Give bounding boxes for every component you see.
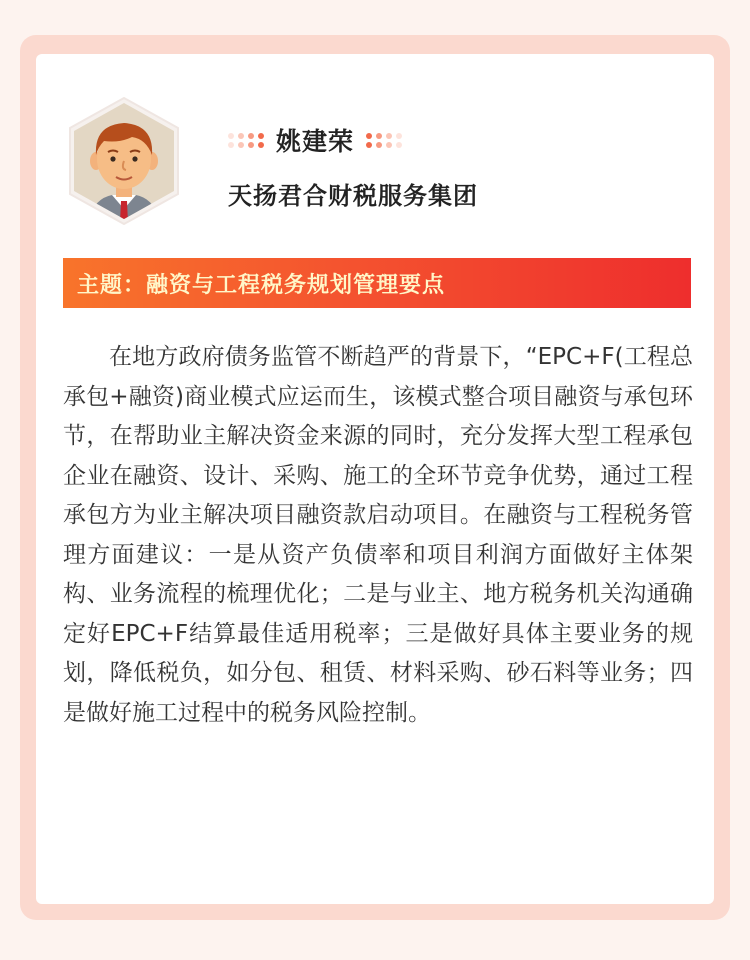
author-name-row [228, 122, 402, 158]
cartoon-man-avatar-icon [60, 97, 188, 225]
decorative-dots-icon [228, 133, 264, 148]
topic-title: 主题：融资与工程税务规划管理要点 [77, 272, 446, 298]
author-name: 姚建荣 [276, 127, 355, 156]
topic-banner [63, 258, 691, 308]
decorative-dots-icon [366, 133, 402, 148]
avatar [60, 97, 188, 225]
author-organization: 天扬君合财税服务集团 [228, 182, 478, 210]
body-paragraph: 在地方政府债务监管不断趋严的背景下，“EPC+F(工程总承包+融资)商业模式应运而生，该模式整合项目融资与承包环节，在帮助业主解决资金来源的同时，充分发挥大型工程承包企业在融资、设计、采购、施工的全环节竞争优势，通过工程承包方为业主解决项目融资款启动项目。在融资与工程税务管理方面建议：一是从资产负债率和项目利润方面做好主体架构、业务流程的梳理优化；二是与业主、地方税务机关沟通确定好EPC+F结算最佳适用税率；三是做好具体主要业务的规划，降低税负，如分包、租赁、材料采购、砂石料等业务；四是做好施工过程中的税务风险控制。 [63, 344, 693, 726]
